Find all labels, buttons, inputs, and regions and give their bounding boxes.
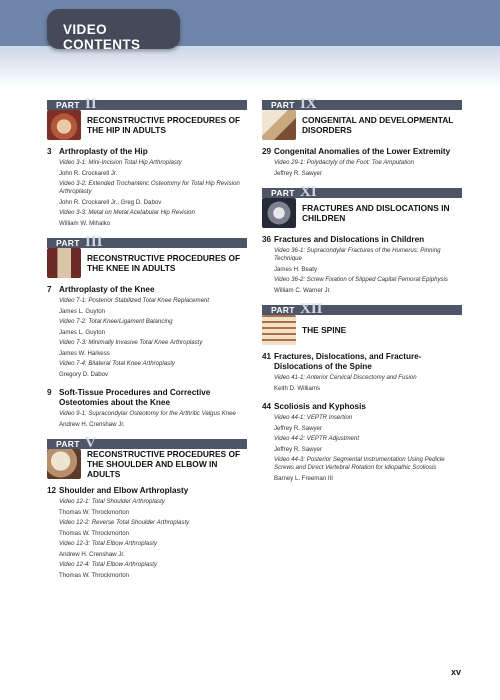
part-label: PART	[271, 100, 295, 110]
part-label: PART	[56, 439, 80, 449]
video-author: Jeffrey R. Sawyer	[274, 170, 322, 177]
video-author: James H. Beaty	[274, 266, 318, 273]
video-link[interactable]: Video 12-4: Total Elbow Arthroplasty	[59, 561, 158, 568]
part-bar	[262, 301, 462, 317]
chapter-title: Scoliosis and Kyphosis	[274, 402, 366, 411]
chapter-number: 12	[47, 486, 57, 495]
video-author: Jeffrey R. Sawyer	[274, 446, 322, 453]
part-label: PART	[56, 238, 80, 248]
video-link[interactable]: Video 12-1: Total Shoulder Arthroplasty	[59, 498, 165, 505]
chapter-entry	[47, 388, 247, 431]
video-author: James L. Guyton	[59, 308, 106, 315]
chapter-entry	[262, 402, 462, 485]
part-bar	[47, 96, 247, 112]
video-link[interactable]: Video 36-1: Supracondylar Fractures of the Humerus: Pinning Technique	[274, 247, 441, 262]
foot-anatomy-illustration	[262, 110, 296, 140]
knee-anatomy-illustration	[47, 248, 81, 278]
video-link[interactable]: Video 44-1: VEPTR Insertion	[274, 414, 353, 421]
part-section	[47, 435, 247, 582]
part-title: RECONSTRUCTIVE PROCEDURES OF THE SHOULDER AND ELBOW IN ADULTS	[87, 449, 241, 479]
part-bar	[47, 435, 247, 451]
chapter-entry	[262, 235, 462, 297]
shoulder-anatomy-illustration	[47, 449, 81, 479]
video-author: Thomas W. Throckmorton	[59, 530, 129, 537]
hip-anatomy-illustration	[47, 110, 81, 140]
part-section	[47, 96, 247, 230]
chapter-title: Shoulder and Elbow Arthroplasty	[59, 486, 189, 495]
video-contents-tab	[47, 9, 180, 52]
chapter-number: 9	[47, 388, 52, 397]
video-link[interactable]: Video 29-1: Polydactyly of the Foot: Toe Amputation	[274, 159, 415, 166]
video-link[interactable]: Video 12-2: Reverse Total Shoulder Arthroplasty	[59, 519, 190, 526]
right-column	[262, 96, 462, 493]
part-number: IX	[300, 96, 317, 112]
part-section	[262, 301, 462, 485]
video-link[interactable]: Video 7-3: Minimally Invasive Total Knee Arthroplasty	[59, 339, 203, 346]
part-number: XII	[300, 301, 323, 317]
part-title: RECONSTRUCTIVE PROCEDURES OF THE KNEE IN ADULTS	[87, 253, 241, 273]
chapter-entry	[47, 486, 247, 582]
part-bar	[262, 184, 462, 200]
left-column	[47, 96, 247, 590]
chapter-entry	[262, 352, 462, 395]
video-author: William C. Warner Jr.	[274, 287, 331, 294]
video-author: Gregory D. Dabov	[59, 371, 109, 378]
part-title: THE SPINE	[302, 325, 347, 335]
chapter-title: Fractures, Dislocations, and Fracture-Dislocations of the Spine	[274, 352, 422, 371]
chapter-title: Soft-Tissue Procedures and Corrective Osteotomies about the Knee	[59, 388, 211, 407]
part-label: PART	[56, 100, 80, 110]
chapter-title: Arthroplasty of the Hip	[59, 147, 148, 156]
video-author: James L. Guyton	[59, 329, 106, 336]
video-link[interactable]: Video 7-1: Posterior Stabilized Total Knee Replacement	[59, 297, 210, 304]
video-link[interactable]: Video 3-1: Mini-Incision Total Hip Arthroplasty	[59, 159, 182, 166]
part-title: FRACTURES AND DISLOCATIONS IN CHILDREN	[302, 203, 450, 223]
chapter-number: 36	[262, 235, 272, 244]
child-xray-illustration	[262, 198, 296, 228]
part-number: II	[85, 96, 97, 112]
video-link[interactable]: Video 36-2: Screw Fixation of Slipped Capital Femoral Epiphysis	[274, 276, 448, 283]
video-link[interactable]: Video 12-3: Total Elbow Arthroplasty	[59, 540, 158, 547]
chapter-entry	[47, 147, 247, 230]
video-author: James W. Harkess	[59, 350, 110, 357]
page-title: VIDEO CONTENTS	[63, 22, 141, 52]
chapter-entry	[262, 147, 462, 180]
video-link[interactable]: Video 44-3: Posterior Segmental Instrumentation Using Pedicle Screws and Direct Vertebral Rotation for Idiopathic Scoliosis	[274, 456, 445, 471]
video-author: Thomas W. Throckmorton	[59, 509, 129, 516]
part-label: PART	[271, 305, 295, 315]
chapter-number: 41	[262, 352, 272, 361]
video-link[interactable]: Video 7-4: Bilateral Total Knee Arthroplasty	[59, 360, 175, 367]
video-author: Keith D. Williams	[274, 385, 321, 392]
video-author: William W. Mihalko	[59, 220, 111, 227]
page-number: xv	[451, 667, 462, 677]
part-title: CONGENITAL AND DEVELOPMENTAL DISORDERS	[302, 115, 454, 135]
part-bar	[262, 96, 462, 112]
chapter-title: Fractures and Dislocations in Children	[274, 235, 425, 244]
spine-anatomy-illustration	[262, 315, 296, 345]
video-link[interactable]: Video 3-3: Metal on Metal Acetabular Hip Revision	[59, 209, 195, 216]
chapter-number: 44	[262, 402, 272, 411]
header-gradient	[0, 46, 500, 88]
chapter-number: 29	[262, 147, 272, 156]
part-bar	[47, 234, 247, 250]
video-author: Barney L. Freeman III	[274, 475, 333, 482]
part-section	[262, 184, 462, 297]
chapter-number: 7	[47, 285, 52, 294]
video-author: Andrew H. Crenshaw Jr.	[59, 421, 125, 428]
chapter-number: 3	[47, 147, 52, 156]
video-link[interactable]: Video 3-2: Extended Trochanteric Osteotomy for Total Hip Revision Arthroplasty	[59, 180, 240, 195]
video-author: Jeffrey R. Sawyer	[274, 425, 322, 432]
chapter-title: Arthroplasty of the Knee	[59, 285, 155, 294]
part-section	[47, 234, 247, 431]
part-number: III	[85, 234, 103, 250]
video-link[interactable]: Video 44-2: VEPTR Adjustment	[274, 435, 360, 442]
video-link[interactable]: Video 41-1: Anterior Cervical Discectomy and Fusion	[274, 374, 417, 381]
video-link[interactable]: Video 9-1: Supracondylar Osteotomy for the Arthritic Valgus Knee	[59, 410, 236, 417]
video-author: John R. Crockarell Jr.	[59, 170, 118, 177]
video-author: Andrew H. Crenshaw Jr.	[59, 551, 125, 558]
video-author: Thomas W. Throckmorton	[59, 572, 129, 579]
video-link[interactable]: Video 7-2: Total Knee/Ligament Balancing	[59, 318, 173, 325]
part-number: XI	[300, 184, 317, 200]
chapter-entry	[47, 285, 247, 381]
chapter-title: Congenital Anomalies of the Lower Extremity	[274, 147, 451, 156]
part-section	[262, 96, 462, 180]
part-title: RECONSTRUCTIVE PROCEDURES OF THE HIP IN ADULTS	[87, 115, 241, 135]
part-label: PART	[271, 188, 295, 198]
video-author: John R. Crockarell Jr., Greg D. Dabov	[59, 199, 162, 206]
part-number: V	[85, 435, 96, 451]
